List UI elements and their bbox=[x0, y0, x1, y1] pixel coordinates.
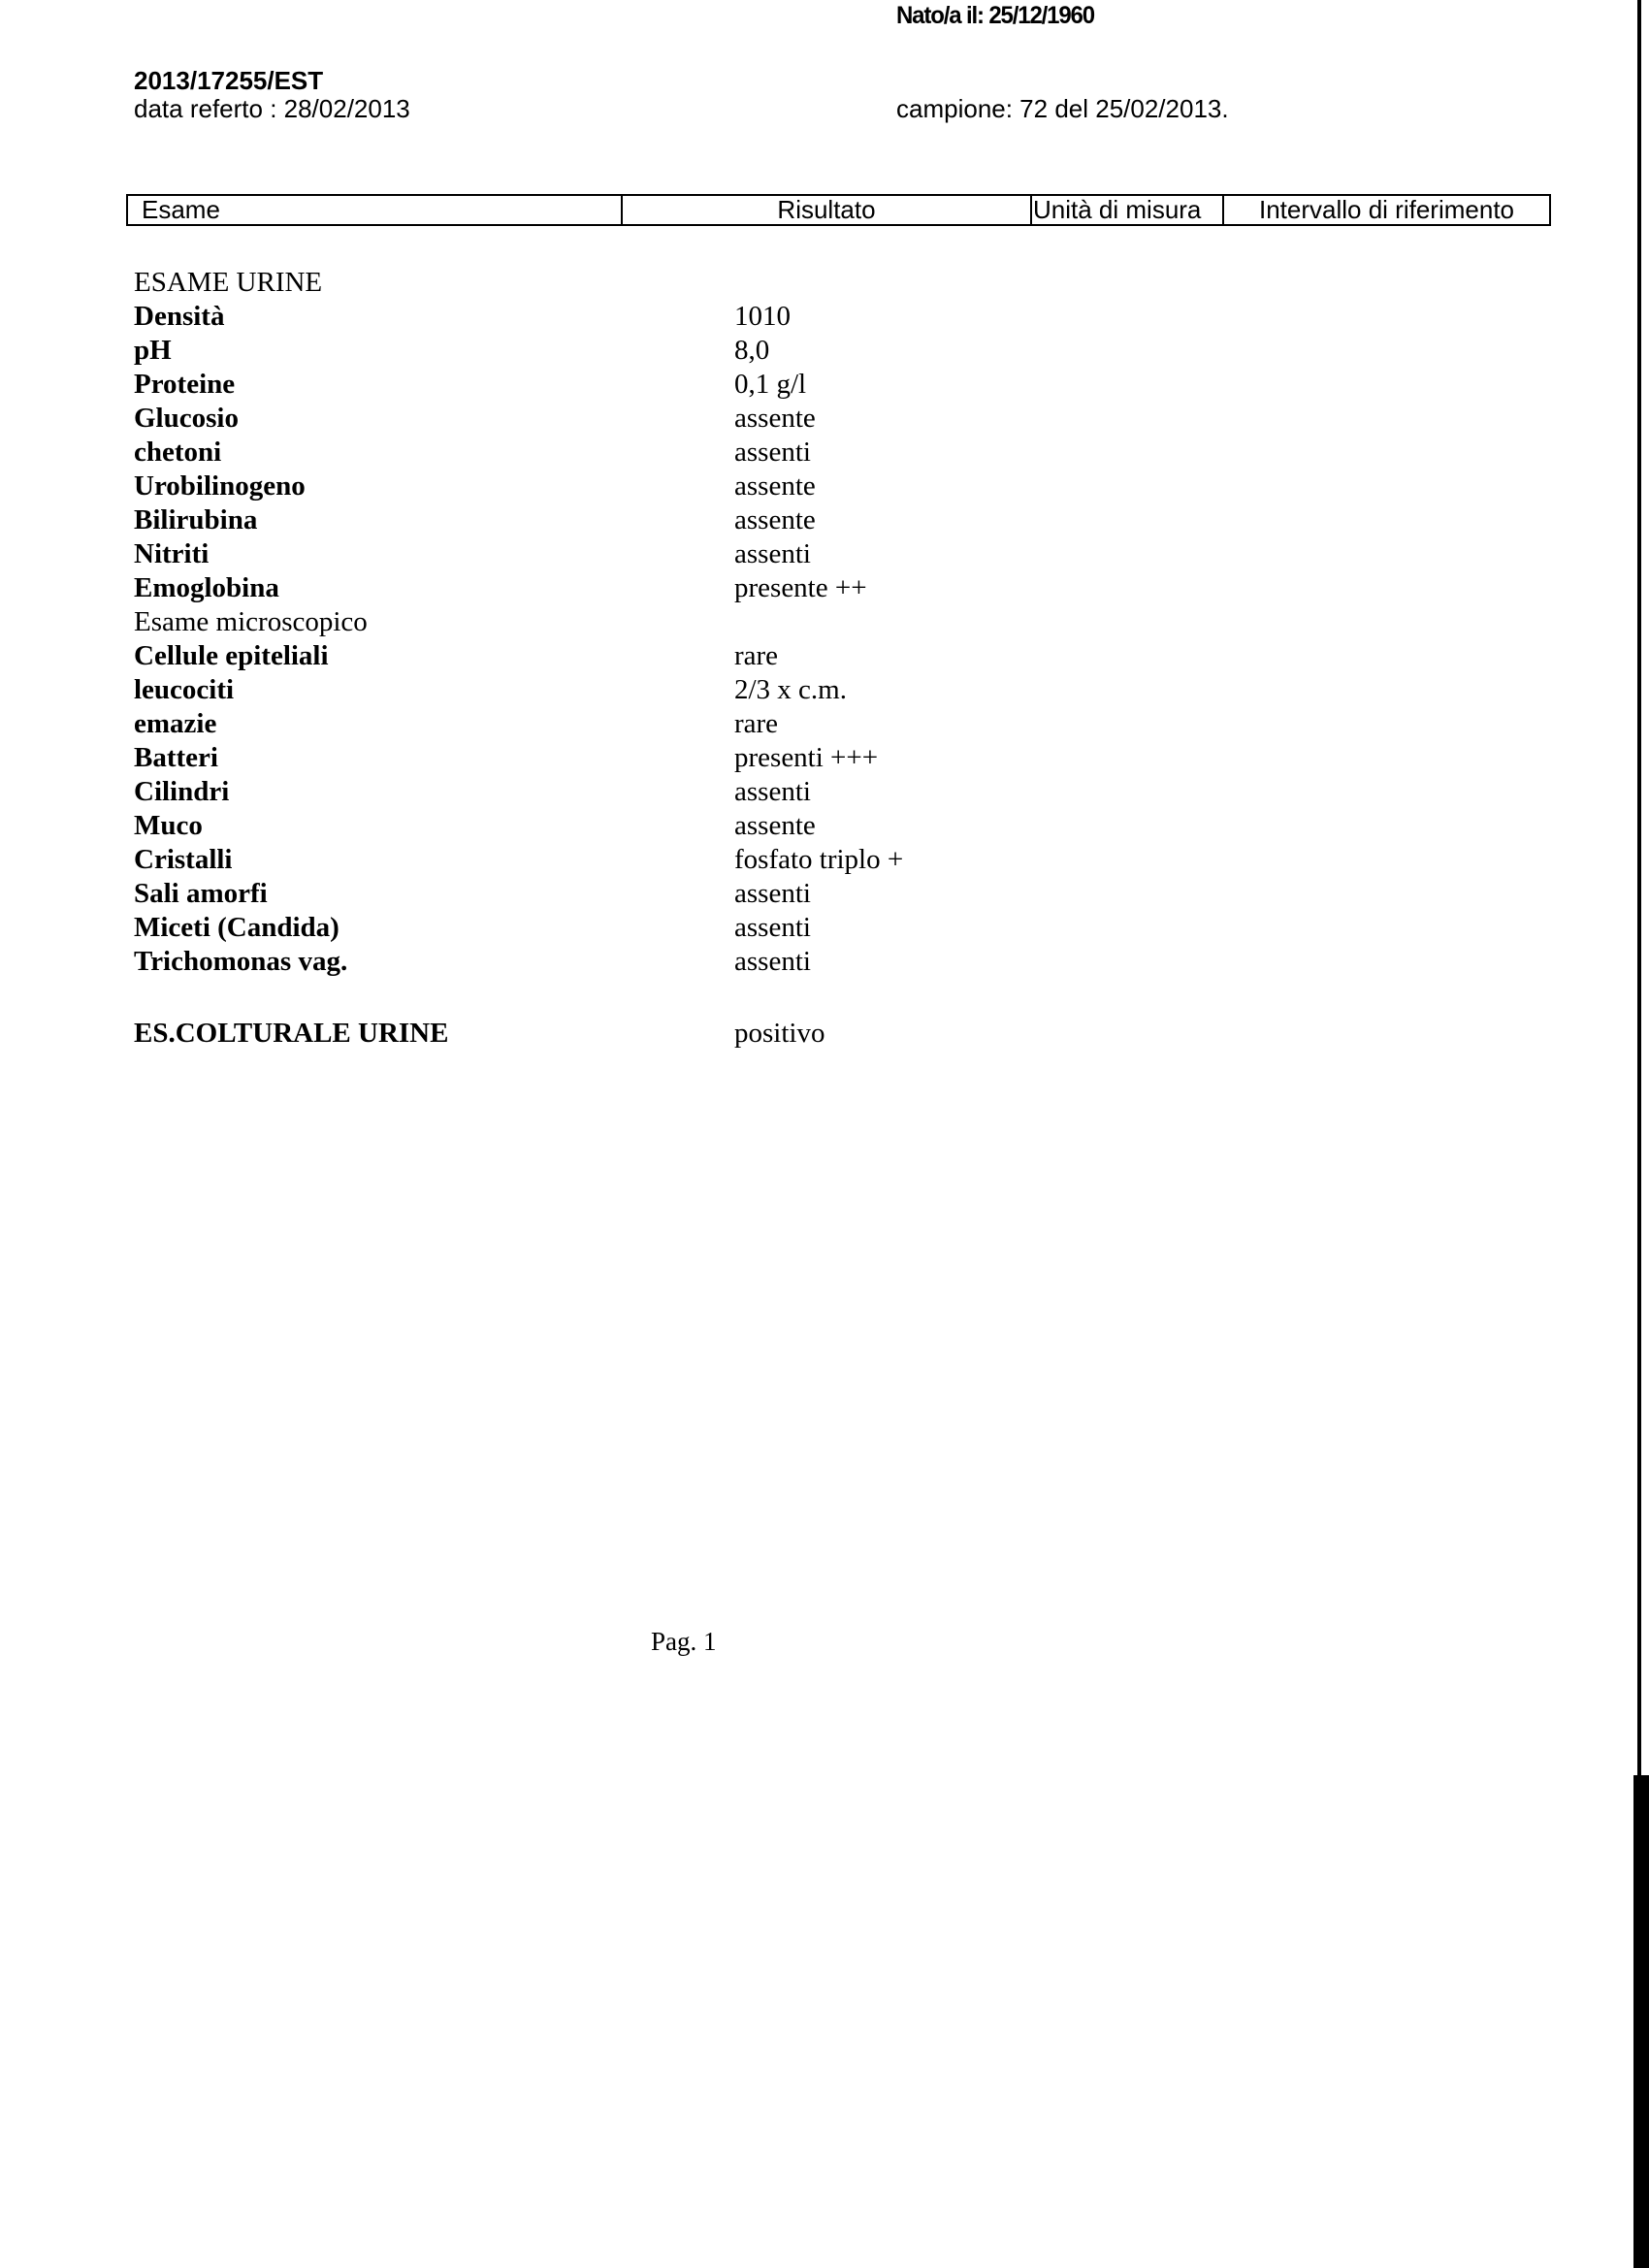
result-row bbox=[134, 470, 1395, 503]
result-row bbox=[134, 571, 1395, 605]
result-name: Sali amorfi bbox=[134, 878, 268, 909]
result-value: assente bbox=[734, 403, 816, 434]
result-row bbox=[134, 334, 1395, 368]
result-name: Cristalli bbox=[134, 844, 233, 875]
column-header-intervallo: Intervallo di riferimento bbox=[1259, 196, 1514, 224]
result-value: 2/3 x c.m. bbox=[734, 674, 847, 705]
result-name: Trichomonas vag. bbox=[134, 946, 348, 977]
result-value: presente ++ bbox=[734, 572, 867, 603]
result-row bbox=[134, 843, 1395, 877]
result-name: Esame microscopico bbox=[134, 606, 368, 637]
column-header-esame: Esame bbox=[128, 196, 623, 224]
result-name: Nitriti bbox=[134, 538, 210, 569]
result-row bbox=[134, 877, 1395, 911]
result-value: assenti bbox=[734, 538, 811, 569]
result-name: Bilirubina bbox=[134, 504, 258, 535]
report-code: 2013/17255/EST bbox=[134, 66, 324, 95]
result-name: ESAME URINE bbox=[134, 267, 323, 298]
result-name: Urobilinogeno bbox=[134, 470, 306, 502]
result-name: emazie bbox=[134, 708, 217, 739]
result-value: 8,0 bbox=[734, 335, 770, 366]
result-row bbox=[134, 368, 1395, 402]
result-name: ES.COLTURALE URINE bbox=[134, 1018, 449, 1049]
result-row bbox=[134, 503, 1395, 537]
column-header-risultato: Risultato bbox=[623, 196, 1032, 224]
report-date: data referto : 28/02/2013 bbox=[134, 94, 410, 123]
result-name: Cilindri bbox=[134, 776, 230, 807]
result-value: rare bbox=[734, 640, 779, 671]
result-value: fosfato triplo + bbox=[734, 844, 904, 875]
scan-edge-line bbox=[1637, 0, 1641, 1775]
result-name: Cellule epiteliali bbox=[134, 640, 329, 671]
result-value: assenti bbox=[734, 946, 811, 977]
result-name: chetoni bbox=[134, 437, 222, 468]
result-value: assenti bbox=[734, 776, 811, 807]
result-name: Miceti (Candida) bbox=[134, 912, 340, 943]
result-row bbox=[134, 775, 1395, 809]
result-row bbox=[134, 402, 1395, 436]
results-table-header bbox=[126, 194, 1551, 226]
result-value: assenti bbox=[734, 912, 811, 943]
result-value: 1010 bbox=[734, 301, 791, 332]
section-heading-esame-microscopico bbox=[134, 605, 1395, 639]
result-name: Densità bbox=[134, 301, 225, 332]
result-name: pH bbox=[134, 335, 172, 366]
result-row bbox=[134, 537, 1395, 571]
result-value: rare bbox=[734, 708, 779, 739]
patient-birth-date: Nato/a il: 25/12/1960 bbox=[896, 2, 1094, 29]
section-heading-esame-urine bbox=[134, 266, 1395, 300]
result-row bbox=[134, 911, 1395, 945]
result-value: assente bbox=[734, 810, 816, 841]
result-row bbox=[134, 300, 1395, 334]
result-row bbox=[134, 741, 1395, 775]
result-name: Emoglobina bbox=[134, 572, 279, 603]
result-name: Glucosio bbox=[134, 403, 239, 434]
column-header-unita: Unità di misura bbox=[1032, 196, 1224, 224]
result-name: Batteri bbox=[134, 742, 218, 773]
result-row bbox=[134, 945, 1395, 979]
results-list bbox=[134, 266, 1395, 1051]
result-value: 0,1 g/l bbox=[734, 369, 807, 400]
result-row bbox=[134, 707, 1395, 741]
result-value: assenti bbox=[734, 437, 811, 468]
result-name: leucociti bbox=[134, 674, 235, 705]
result-row bbox=[134, 673, 1395, 707]
result-name: Muco bbox=[134, 810, 203, 841]
result-value: positivo bbox=[734, 1018, 825, 1049]
result-value: assente bbox=[734, 504, 816, 535]
result-value: assente bbox=[734, 470, 816, 502]
result-value: assenti bbox=[734, 878, 811, 909]
result-row bbox=[134, 639, 1395, 673]
result-row bbox=[134, 436, 1395, 470]
result-row-culture bbox=[134, 1017, 1395, 1051]
result-name: Proteine bbox=[134, 369, 236, 400]
result-row bbox=[134, 809, 1395, 843]
result-value: presenti +++ bbox=[734, 742, 879, 773]
page-number: Pag. 1 bbox=[651, 1627, 717, 1656]
sample-info: campione: 72 del 25/02/2013. bbox=[896, 94, 1229, 123]
scan-edge-bar bbox=[1633, 1775, 1649, 2268]
